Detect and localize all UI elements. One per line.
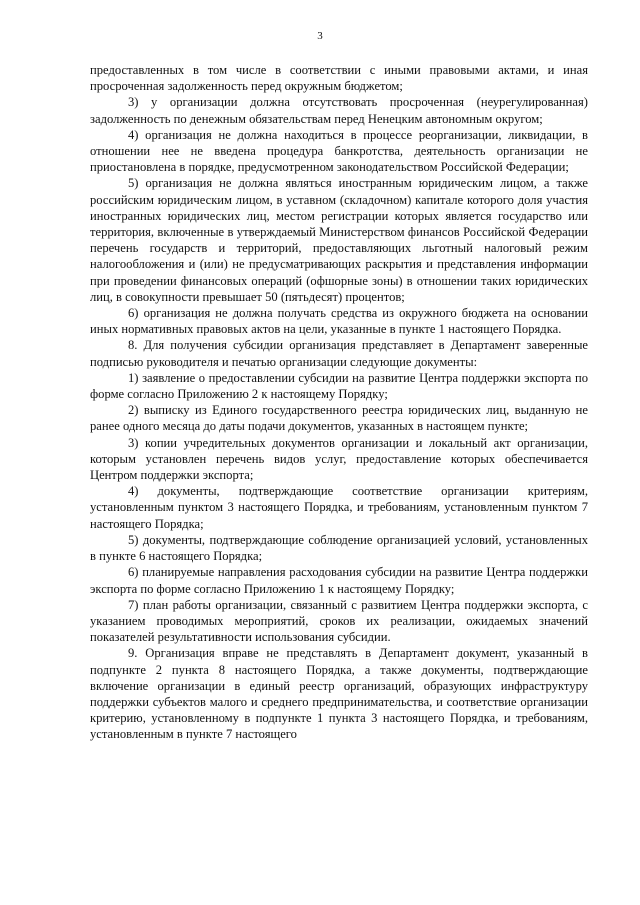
document-body bbox=[90, 62, 588, 743]
paragraph-8: 8. Для получения субсидии организация представляет в Департамент заверенные подписью руководителя и печатью организации следующие документы: bbox=[90, 338, 588, 369]
paragraph-7-3: 3) у организации должна отсутствовать просроченная (неурегулированная) задолженность по денежным обязательствам перед Ненецким автономным округом; bbox=[90, 95, 588, 126]
paragraph-7-5: 5) организация не должна являться иностранным юридическим лицом, а также российским юридическим лицом, в уставном (складочном) капитале которого доля участия иностранных юридических лиц, местом регистрации которых является государство или территория, включенные в утверждаемый Министерством финансов Российской Федерации перечень государств и территорий, предоставляющих льготный налоговый режим налогообложения и (или) не предусматривающих раскрытия и представления информации при проведении финансовых операций (офшорные зоны) в отношении таких юридических лиц, в совокупности превышает 50 (пятьдесят) процентов; bbox=[90, 176, 588, 304]
paragraph-8-6: 6) планируемые направления расходования субсидии на развитие Центра поддержки экспорта по форме согласно Приложению 1 к настоящему Порядку; bbox=[90, 565, 588, 596]
paragraph-7-4: 4) организация не должна находиться в процессе реорганизации, ликвидации, в отношении нее не введена процедура банкротства, деятельность организации не приостановлена в порядке, предусмотренном законодательством Российской Федерации; bbox=[90, 127, 588, 175]
paragraph-8-1: 1) заявление о предоставлении субсидии на развитие Центра поддержки экспорта по форме согласно Приложению 2 к настоящему Порядку; bbox=[90, 370, 588, 402]
paragraph-continuation: предоставленных в том числе в соответствии с иными правовыми актами, и иная просроченная задолженность перед окружным бюджетом; bbox=[90, 63, 588, 94]
paragraph-8-7: 7) план работы организации, связанный с развитием Центра поддержки экспорта, с указанием проводимых мероприятий, сроков их реализации, ожидаемых значений показателей результативности использования субсидии. bbox=[90, 597, 588, 645]
paragraph-7-6: 6) организация не должна получать средства из окружного бюджета на основании иных нормативных правовых актов на цели, указанные в пункте 1 настоящего Порядка. bbox=[90, 306, 588, 337]
page-number: 3 bbox=[317, 30, 323, 42]
paragraph-8-4: 4) документы, подтверждающие соответствие организации критериям, установленным пунктом 3 настоящего Порядка, и требованиям, установленным пунктом 7 настоящего Порядка; bbox=[90, 484, 588, 531]
paragraph-9: 9. Организация вправе не представлять в Департамент документ, указанный в подпункте 2 пункта 8 настоящего Порядка, а также документы, подтверждающие включение организации в единый реестр организаций, образующих инфраструктуру поддержки субъектов малого и среднего предпринимательства, и соответствие организации критерию, установленному в подпункте 1 пункта 3 настоящего Порядка, и требованиям, установленным в пункте 7 настоящего bbox=[90, 646, 588, 742]
paragraph-8-5: 5) документы, подтверждающие соблюдение организацией условий, установленных в пункте 6 настоящего Порядка; bbox=[90, 532, 588, 564]
paragraph-8-3: 3) копии учредительных документов организации и локальный акт организации, которым установлен перечень видов услуг, предоставление которых обеспечивается Центром поддержки экспорта; bbox=[90, 435, 588, 483]
paragraph-8-2: 2) выписку из Единого государственного реестра юридических лиц, выданную не ранее одного месяца до даты подачи документов, указанных в настоящем пункте; bbox=[90, 403, 588, 434]
